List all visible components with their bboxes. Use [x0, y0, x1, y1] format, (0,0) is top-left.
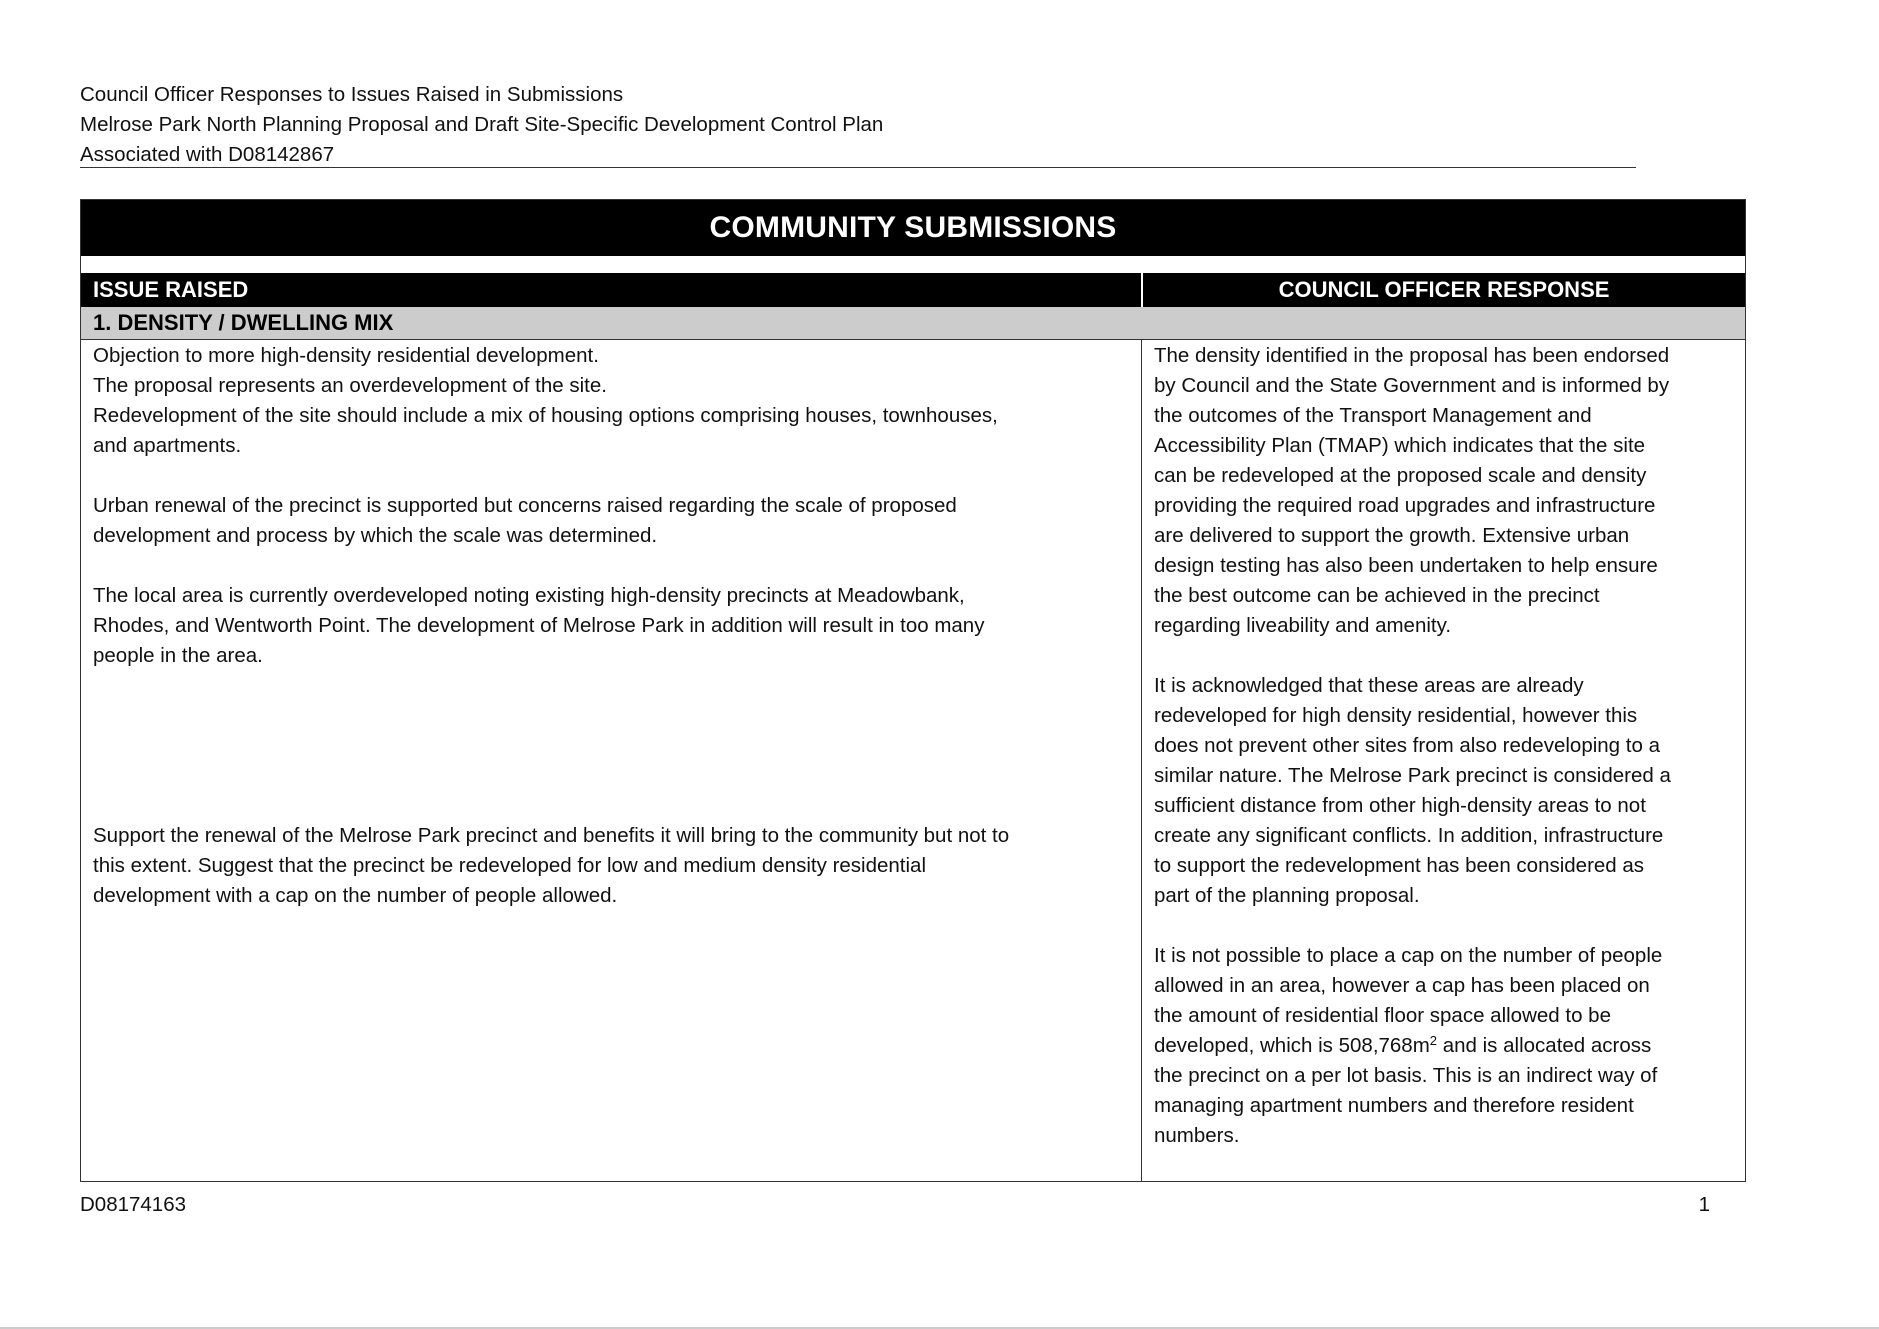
text-fragment: developed, which is 508,768m — [1154, 1034, 1430, 1057]
superscript: 2 — [1429, 1033, 1438, 1048]
text-line: providing the required road upgrades and infrastructure — [1154, 494, 1656, 517]
text-line: sufficient distance from other high-density areas to not — [1154, 794, 1646, 817]
column-divider — [1141, 340, 1142, 1182]
column-header-response: COUNCIL OFFICER RESPONSE — [1278, 277, 1610, 302]
text-line: Accessibility Plan (TMAP) which indicates that the site — [1154, 434, 1646, 457]
text-line: redeveloped for high density residential, however this — [1154, 704, 1638, 727]
text-line: and apartments. — [93, 434, 242, 457]
text-line: Support the renewal of the Melrose Park precinct and benefits it will bring to the community but not to — [93, 824, 1010, 847]
text-line: the best outcome can be achieved in the precinct — [1154, 584, 1600, 607]
text-line: regarding liveability and amenity. — [1154, 614, 1452, 637]
text-line: Urban renewal of the precinct is supported but concerns raised regarding the scale of proposed — [93, 494, 957, 517]
issue-paragraph-4 — [93, 821, 1133, 911]
text-line: people in the area. — [93, 644, 263, 667]
text-line: are delivered to support the growth. Extensive urban — [1154, 524, 1630, 547]
issue-cell — [93, 341, 1133, 911]
header-project-line: Melrose Park North Planning Proposal and Draft Site-Specific Development Control Plan — [80, 113, 884, 136]
text-line-with-superscript — [1154, 1031, 1739, 1061]
issue-paragraph-2 — [93, 491, 1133, 551]
text-line: to support the redevelopment has been considered as — [1154, 854, 1645, 877]
text-line: The density identified in the proposal has been endorsed — [1154, 344, 1670, 367]
column-header-issue: ISSUE RAISED — [93, 277, 249, 302]
response-paragraph-1 — [1154, 341, 1739, 641]
issue-paragraph-3 — [93, 581, 1133, 671]
header-reference-line: Associated with D08142867 — [80, 143, 335, 166]
text-line: allowed in an area, however a cap has been placed on — [1154, 974, 1650, 997]
page-number: 1 — [1698, 1193, 1710, 1216]
text-line: this extent. Suggest that the precinct be redeveloped for low and medium density residential — [93, 854, 927, 877]
paragraph-gap — [93, 551, 1133, 581]
issue-paragraph-1 — [93, 341, 1133, 461]
text-line: similar nature. The Melrose Park precinct is considered a — [1154, 764, 1671, 787]
text-line: numbers. — [1154, 1124, 1240, 1147]
page-header — [80, 80, 1636, 170]
paragraph-gap — [93, 671, 1133, 821]
text-fragment: and is allocated across — [1437, 1034, 1652, 1057]
response-paragraph-3 — [1154, 941, 1739, 1151]
section-heading-label: 1. DENSITY / DWELLING MIX — [93, 310, 394, 335]
text-line: create any significant conflicts. In addition, infrastructure — [1154, 824, 1664, 847]
text-line: managing apartment numbers and therefore resident — [1154, 1094, 1634, 1117]
submissions-table — [80, 199, 1746, 1182]
text-line: by Council and the State Government and is informed by — [1154, 374, 1670, 397]
paragraph-gap — [1154, 641, 1739, 671]
text-line: does not prevent other sites from also redeveloping to a — [1154, 734, 1660, 757]
text-line: Redevelopment of the site should include a mix of housing options comprising houses, townhouses, — [93, 404, 998, 427]
document-reference: D08174163 — [80, 1193, 187, 1216]
text-line: development with a cap on the number of people allowed. — [93, 884, 618, 907]
text-line: It is acknowledged that these areas are already — [1154, 674, 1584, 697]
header-rule — [80, 167, 1636, 168]
text-line: Objection to more high-density residential development. — [93, 344, 599, 367]
text-line: can be redeveloped at the proposed scale and density — [1154, 464, 1647, 487]
table-title: COMMUNITY SUBMISSIONS — [81, 200, 1745, 256]
response-paragraph-2 — [1154, 671, 1739, 911]
response-cell — [1154, 341, 1739, 1151]
section-heading — [81, 307, 1745, 340]
text-line: development and process by which the scale was determined. — [93, 524, 658, 547]
text-line: part of the planning proposal. — [1154, 884, 1420, 907]
paragraph-gap — [1154, 911, 1739, 941]
column-header-row — [81, 273, 1745, 307]
text-line: the outcomes of the Transport Management and — [1154, 404, 1592, 427]
paragraph-gap — [93, 461, 1133, 491]
text-line: It is not possible to place a cap on the number of people — [1154, 944, 1663, 967]
text-line: Rhodes, and Wentworth Point. The development of Melrose Park in addition will result in too many — [93, 614, 985, 637]
text-line: design testing has also been undertaken to help ensure — [1154, 554, 1658, 577]
text-line: The local area is currently overdeveloped noting existing high-density precincts at Meadowbank, — [93, 584, 965, 607]
text-line: the precinct on a per lot basis. This is an indirect way of — [1154, 1064, 1658, 1087]
text-line: The proposal represents an overdevelopment of the site. — [93, 374, 607, 397]
header-title-line: Council Officer Responses to Issues Raised in Submissions — [80, 83, 624, 106]
text-line: the amount of residential floor space allowed to be — [1154, 1004, 1611, 1027]
